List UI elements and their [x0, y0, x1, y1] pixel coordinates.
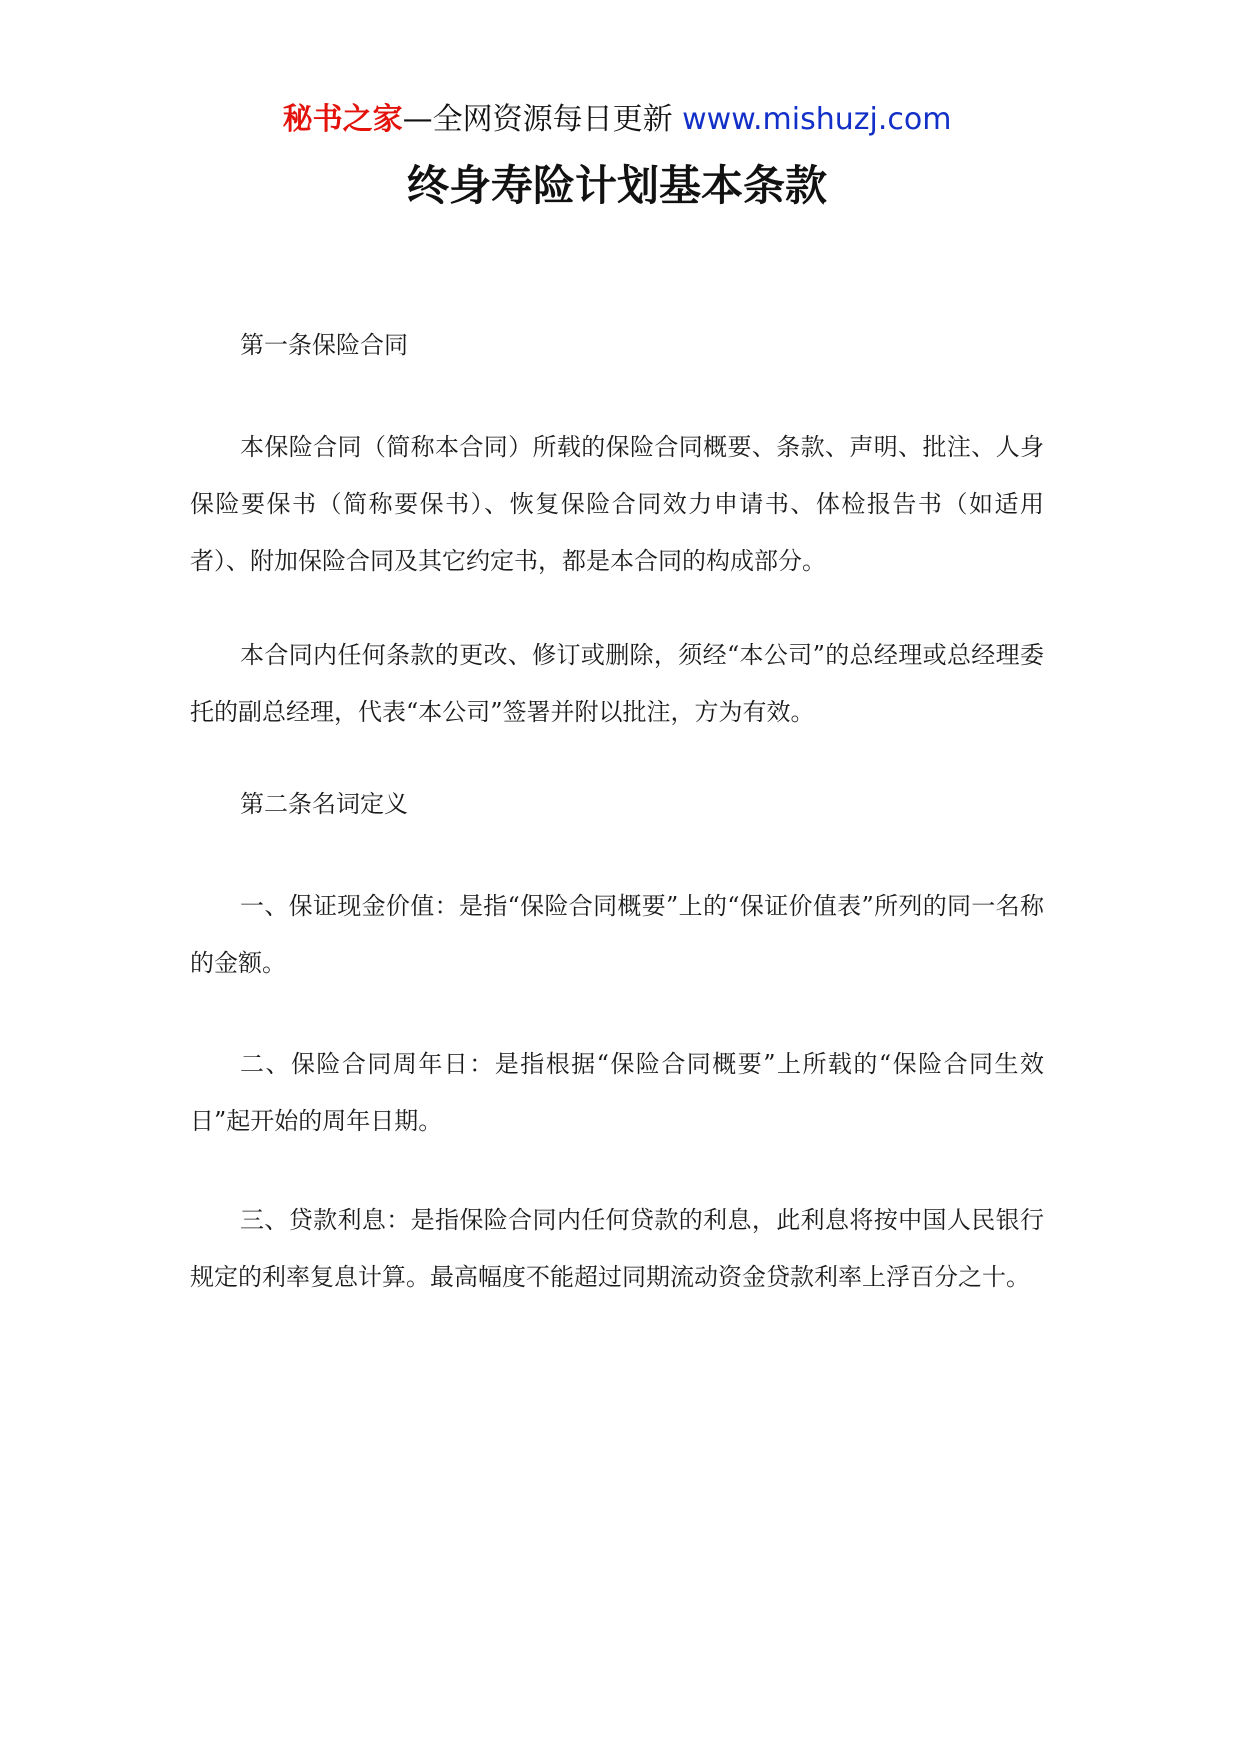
article-2-heading: 第二条名词定义: [240, 790, 408, 818]
article-1-paragraph-1: 本保险合同（简称本合同）所载的保险合同概要、条款、声明、批注、人身保险要保书（简称要保书）、恢复保险合同效力申请书、体检报告书（如适用者）、附加保险合同及其它约定书，都是本合同的构成部分。: [190, 433, 1044, 575]
site-url-link[interactable]: www.mishuzj.com: [682, 102, 952, 137]
brand-name: 秘书之家: [282, 102, 403, 137]
definition-2: 二、保险合同周年日：是指根据“保险合同概要”上所载的“保险合同生效日”起开始的周年日期。: [190, 1050, 1044, 1135]
header-tagline: —全网资源每日更新: [402, 102, 673, 137]
article-1-paragraph-2: 本合同内任何条款的更改、修订或删除，须经“本公司”的总经理或总经理委托的副总经理，代表“本公司”签署并附以批注，方为有效。: [190, 641, 1044, 726]
definition-1: 一、保证现金价值：是指“保险合同概要”上的“保证价值表”所列的同一名称的金额。: [190, 892, 1044, 977]
article-1-heading: 第一条保险合同: [240, 331, 408, 359]
site-header: [0, 100, 1234, 140]
document-title: 终身寿险计划基本条款: [406, 161, 827, 210]
definition-3: 三、贷款利息：是指保险合同内任何贷款的利息，此利息将按中国人民银行规定的利率复息计算。最高幅度不能超过同期流动资金贷款利率上浮百分之十。: [190, 1206, 1044, 1291]
